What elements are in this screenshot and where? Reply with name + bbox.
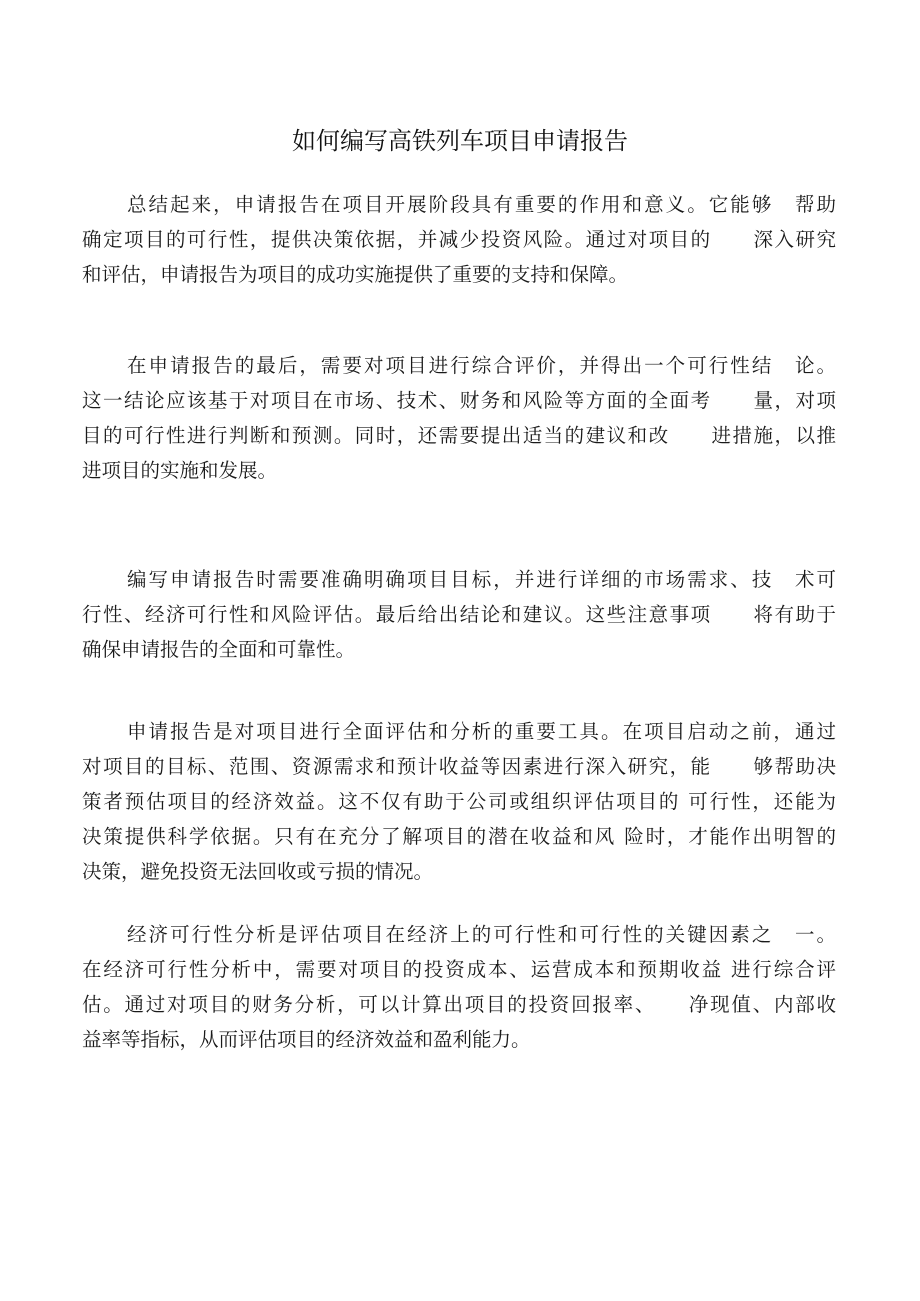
paragraph-line: 估。通过对项目的财务分析，可以计算出项目的投资回报率、 净现值、内部收 bbox=[82, 993, 836, 1016]
paragraph-4 bbox=[82, 714, 836, 889]
paragraph-line: 经济可行性分析是评估项目在经济上的可行性和可行性的关键因素之 一。 bbox=[127, 923, 836, 946]
paragraph-line: 决策提供科学依据。只有在充分了解项目的潜在收益和风 险时，才能作出明智的 bbox=[82, 825, 836, 848]
paragraph-line: 策者预估项目的经济效益。这不仅有助于公司或组织评估项目的 可行性，还能为 bbox=[82, 790, 836, 813]
paragraph-line: 在申请报告的最后，需要对项目进行综合评价，并得出一个可行性结 论。 bbox=[127, 354, 836, 377]
paragraph-line: 益率等指标，从而评估项目的经济效益和盈利能力。 bbox=[82, 1028, 531, 1051]
paragraph-line: 申请报告是对项目进行全面评估和分析的重要工具。在项目启动之前，通过 bbox=[127, 720, 836, 743]
paragraph-line: 确保申请报告的全面和可靠性。 bbox=[82, 638, 356, 661]
paragraph-line: 和评估，申请报告为项目的成功实施提供了重要的支持和保障。 bbox=[82, 263, 629, 286]
paragraph-line: 行性、经济可行性和风险评估。最后给出结论和建议。这些注意事项 将有助于 bbox=[82, 603, 836, 626]
paragraph-5 bbox=[82, 917, 836, 1057]
paragraph-line: 在经济可行性分析中，需要对项目的投资成本、运营成本和预期收益 进行综合评 bbox=[82, 958, 836, 981]
paragraph-line: 这一结论应该基于对项目在市场、技术、财务和风险等方面的全面考 量，对项 bbox=[82, 389, 836, 412]
paragraph-line: 对项目的目标、范围、资源需求和预计收益等因素进行深入研究，能 够帮助决 bbox=[82, 755, 836, 778]
paragraph-line: 进项目的实施和发展。 bbox=[82, 459, 278, 482]
paragraph-line: 总结起来，申请报告在项目开展阶段具有重要的作用和意义。它能够 帮助 bbox=[127, 193, 836, 216]
paragraph-line: 目的可行性进行判断和预测。同时，还需要提出适当的建议和改 进措施，以推 bbox=[82, 424, 836, 447]
paragraph-line: 确定项目的可行性，提供决策依据，并减少投资风险。通过对项目的 深入研究 bbox=[82, 228, 836, 251]
paragraph-3 bbox=[82, 562, 836, 667]
paragraph-2 bbox=[82, 348, 836, 488]
document-title: 如何编写高铁列车项目申请报告 bbox=[292, 127, 628, 155]
paragraph-line: 决策，避免投资无法回收或亏损的情况。 bbox=[82, 860, 434, 883]
paragraph-line: 编写申请报告时需要准确明确项目目标，并进行详细的市场需求、技 术可 bbox=[127, 568, 836, 591]
paragraph-1 bbox=[82, 187, 836, 292]
